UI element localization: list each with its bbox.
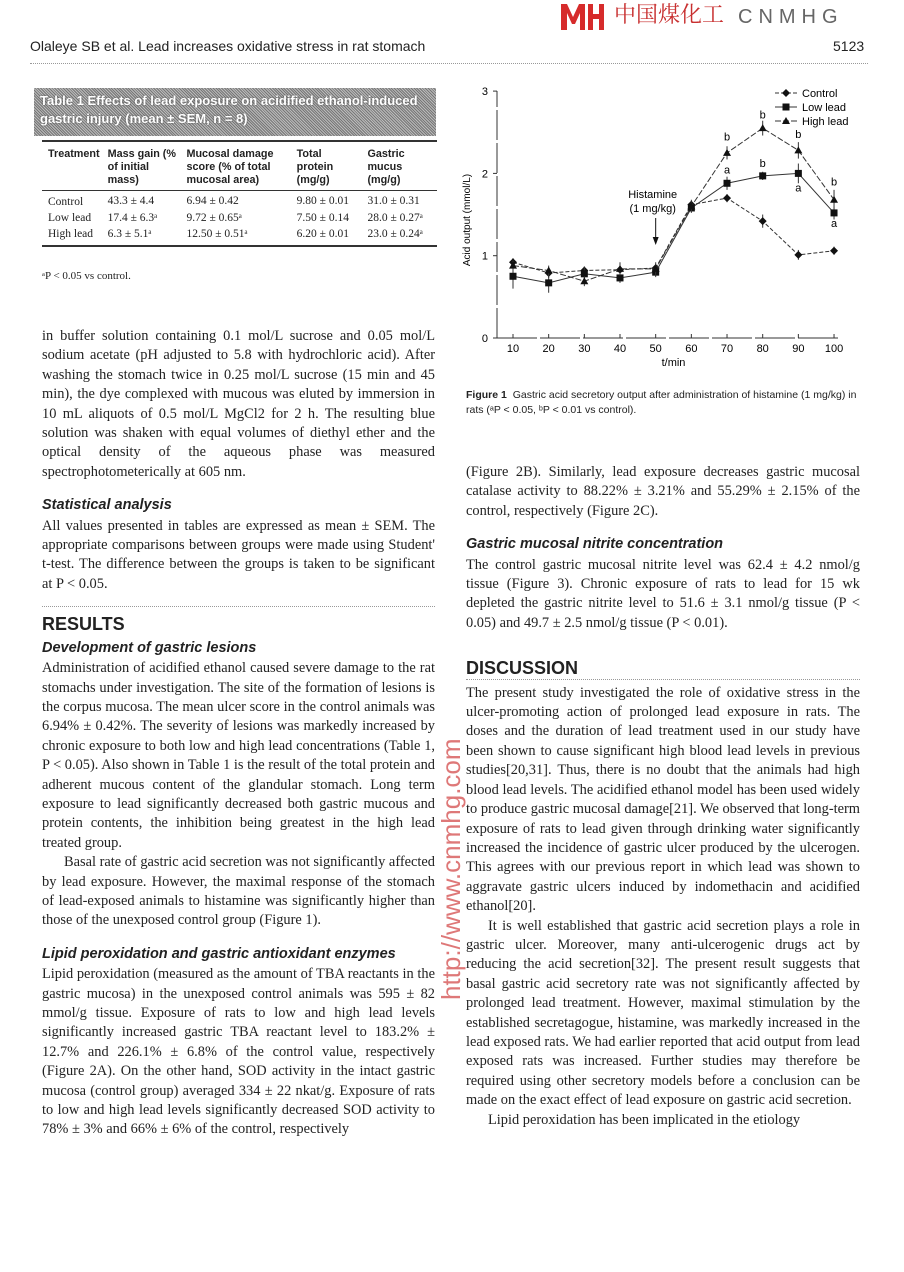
running-header: Olaleye SB et al. Lead increases oxidative stress in rat stomach	[30, 38, 426, 54]
legend-label: Low lead	[802, 102, 847, 114]
arrow-head-icon	[653, 237, 659, 245]
data-point	[794, 146, 802, 153]
cell: 43.3 ± 4.4	[107, 194, 155, 207]
cell: 17.4 ± 6.3ᵃ	[107, 212, 158, 224]
x-tick-label: 100	[824, 343, 844, 355]
significance-label: b	[795, 129, 802, 142]
data-point	[831, 209, 838, 216]
col-header: Total protein (mg/g)	[291, 141, 362, 191]
cell: 9.80 ± 0.01	[296, 194, 349, 207]
x-tick-label: 70	[720, 343, 734, 355]
left-column	[42, 327, 435, 1140]
caption-label: Figure 1	[466, 389, 507, 401]
cell: High lead	[42, 226, 102, 246]
logo-mark-icon	[560, 2, 608, 32]
section-heading: RESULTS	[42, 606, 435, 634]
subheading: Lipid peroxidation and gastric antioxidant enzymes	[42, 945, 396, 962]
data-point	[830, 196, 838, 203]
data-point	[759, 217, 767, 225]
paragraph: The control gastric mucosal nitrite level was 62.4 ± 4.2 nmol/g tissue (Figure 3). Chronic exposure of rats to lead for 15 wk depleted the gastric nitrite level to 51.6 ± 3.1 nmol/g tissue (P < 0.05) and 49.7 ± 2.5 nmol/g tissue (P < 0.01).	[466, 556, 860, 631]
data-point	[617, 274, 624, 281]
cell: 28.0 ± 0.27ᵃ	[367, 212, 423, 224]
col-header: Gastric mucus (mg/g)	[361, 141, 437, 191]
data-point	[724, 180, 731, 187]
y-tick-label: 1	[481, 250, 488, 263]
arrow-label: Histamine	[628, 189, 678, 201]
header-rule	[30, 63, 868, 64]
paragraph: Administration of acidified ethanol caused severe damage to the rat stomachs under investigation. The site of the formation of lesions is the corpus mucosa. The mean ulcer score in the control animals was 6.94% ± 0.42%. The severity of lesions was markedly increased by chronic exposure to both low and high lead concentrations (Table 1, P < 0.05). Also shown in Table 1 is the result of the total protein and adherent mucous content of the glandular stomach. Long term exposure to lead significantly decreased both gastric mucous and protein contents, the inhibition being greatest in the high lead treated group.	[42, 660, 435, 851]
paragraph: Lipid peroxidation has been implicated in the etiology	[488, 1111, 801, 1128]
paragraph: It is well established that gastric acid secretion plays a role in gastric ulcer. Moreover, many anti-ulcerogenic drugs act by reducing the acid secretion[32]. The present result suggests that basal gastric acid secretory rate was not significantly affected by prolonged lead treatment. However, maximal stimulation by the established secretagogue, histamine, was markedly increased in the lead exposed rats. We had earlier reported that acid output from lead exposed rats was increased. Further studies may therefore be required using other secretory models before a conclusion can be made on the exact effect of lead exposure on gastric acid secretion.	[466, 917, 860, 1109]
significance-label: b	[759, 157, 766, 170]
cnmhg-logo	[560, 2, 860, 32]
data-point	[581, 270, 588, 277]
x-tick-label: 90	[792, 343, 805, 355]
data-point	[723, 194, 731, 202]
y-tick-label: 2	[481, 168, 488, 181]
figure-1-chart	[460, 80, 870, 380]
x-tick-label: 80	[756, 343, 769, 355]
cell: 9.72 ± 0.65ᵃ	[186, 212, 242, 224]
data-point	[794, 251, 802, 259]
data-point	[723, 149, 731, 156]
significance-label: b	[759, 109, 766, 122]
table-row	[42, 226, 437, 246]
paragraph: The present study investigated the role of oxidative stress in the ulcer-promoting action of prolonged lead exposure in rats. The doses and the duration of lead treatment used in our study have been shown to cause significant high blood lead levels in previous studies[20,31]. Thus, there is no doubt that the animals had high blood lead levels. The acidified ethanol model has been used widely to produce gastric mucosal damage[21]. We observed that long-term exposure of rats to lead given through drinking water significantly increased the incidence of gastric ulcer produced by the ulcerogen. This agrees with our previous report in which lead was shown to aggravate gastric ulcers induced by indomethacin and acidified ethanol[20].	[466, 684, 860, 915]
significance-label: a	[723, 164, 731, 177]
subheading: Gastric mucosal nitrite concentration	[466, 536, 724, 553]
y-axis-label: Acid output (mmol/L)	[462, 173, 473, 267]
y-tick-label: 3	[481, 86, 488, 99]
cell: Control	[48, 196, 84, 208]
figure-caption	[466, 388, 866, 418]
cell: 6.20 ± 0.01	[291, 226, 362, 246]
col-header: Treatment	[42, 141, 102, 191]
table-footnote: ᵃP < 0.05 vs control.	[42, 270, 131, 282]
legend-label: Control	[802, 88, 838, 100]
x-tick-label: 50	[649, 343, 662, 355]
watermark: http://www.cnmhg.com	[436, 738, 466, 1000]
cell: 6.3 ± 5.1ᵃ	[102, 226, 181, 246]
x-tick-label: 60	[685, 343, 698, 355]
cell: 31.0 ± 0.31	[367, 194, 420, 207]
data-point	[759, 172, 766, 179]
x-tick-label: 20	[542, 343, 555, 355]
paragraph: Basal rate of gastric acid secretion was not significantly affected by lead exposure. However, the maximal response of the stomach of lead-exposed animals to histamine was significantly higher than those of the unexposed control group (Figure 1).	[42, 854, 435, 929]
section-heading: DISCUSSION	[466, 651, 860, 679]
cell: 12.50 ± 0.51ᵃ	[180, 226, 290, 246]
subheading: Statistical analysis	[42, 497, 172, 514]
significance-label: a	[830, 217, 838, 230]
cell: 23.0 ± 0.24ᵃ	[361, 226, 437, 246]
legend-marker	[783, 104, 790, 111]
paragraph: (Figure 2B). Similarly, lead exposure decreases gastric mucosal catalase activity to 88.22% ± 3.21% and 55.29% ± 2.15% of the control, respectively (Figure 2C).	[466, 464, 860, 519]
x-tick-label: 10	[506, 343, 520, 355]
cell: Low lead	[48, 212, 92, 224]
y-tick-label: 0	[481, 333, 488, 345]
paragraph: in buffer solution containing 0.1 mol/L sucrose and 0.05 mol/L sodium acetate (pH adjusted to 5.8 with hydrochloric acid). After washing the stomach twice in 0.25 mol/L sucrose (15 min and 45 min), the dye complexed with mucous was eluted by immersion in 10 mL aliquots of 0.5 mol/L MgCl2 for 2 h. The resulting blue solution was shaken with equal volumes of diethyl ether and the optical density of the aqueous phase was measured spectrophotometerically at 605 nm.	[42, 328, 435, 480]
logo-en-text: CNMHG	[738, 6, 844, 28]
cell: 7.50 ± 0.14	[296, 212, 349, 224]
significance-label: b	[723, 131, 731, 144]
table-title: Table 1 Effects of lead exposure on acidified ethanol-induced gastric injury (mean ± SEM, n = 8)	[34, 88, 436, 136]
x-tick-label: 30	[578, 343, 591, 355]
data-point	[616, 265, 624, 272]
subheading: Development of gastric lesions	[42, 639, 257, 656]
logo-cn-text: 中国煤化工	[614, 3, 725, 28]
significance-label: b	[830, 176, 838, 189]
significance-label: a	[795, 182, 802, 195]
legend-label: High lead	[802, 116, 849, 128]
table-row	[42, 210, 437, 226]
cell: 6.94 ± 0.42	[186, 194, 239, 207]
arrow-label: (1 mg/kg)	[629, 203, 676, 215]
table-row	[42, 191, 437, 211]
paragraph: Lipid peroxidation (measured as the amount of TBA reactants in the gastric mucosa) in the unexposed control animals was 595 ± 82 mmol/g tissue. Exposure of rats to low and high lead levels significantly increased gastric TBA reactant level to 183.2% ± 12.7% and 226.1% ± 6.8% of the control value, respectively (Figure 2A). On the other hand, SOD activity in the intact gastric mucosa (control group) averaged 334 ± 22 nkat/g. Exposure of rats to low and high lead levels significantly decreased SOD activity to 78% ± 3% and 66% ± 6% of the control, respectively	[42, 966, 435, 1138]
caption-text: Gastric acid secretory output after administration of histamine (1 mg/kg) in rats (ᵃP < 0.05, ᵇP < 0.01 vs control).	[466, 389, 857, 416]
results-table	[42, 140, 437, 247]
x-axis-label: t/min	[661, 357, 686, 369]
data-point	[759, 124, 767, 131]
page-number: 5123	[833, 38, 865, 54]
col-header: Mucosal damage score (% of total mucosal area)	[180, 141, 290, 191]
data-point	[545, 279, 552, 286]
legend-marker	[782, 89, 790, 97]
data-point	[830, 247, 838, 255]
right-column	[466, 463, 860, 1130]
data-point	[510, 273, 517, 280]
paragraph: All values presented in tables are expressed as mean ± SEM. The appropriate comparisons between groups were made using Student' t-test. The difference between the groups is taken to be significant at P < 0.05.	[42, 517, 435, 592]
col-header: Mass gain (% of initial mass)	[102, 141, 181, 191]
x-tick-label: 40	[613, 343, 627, 355]
data-point	[795, 170, 802, 177]
